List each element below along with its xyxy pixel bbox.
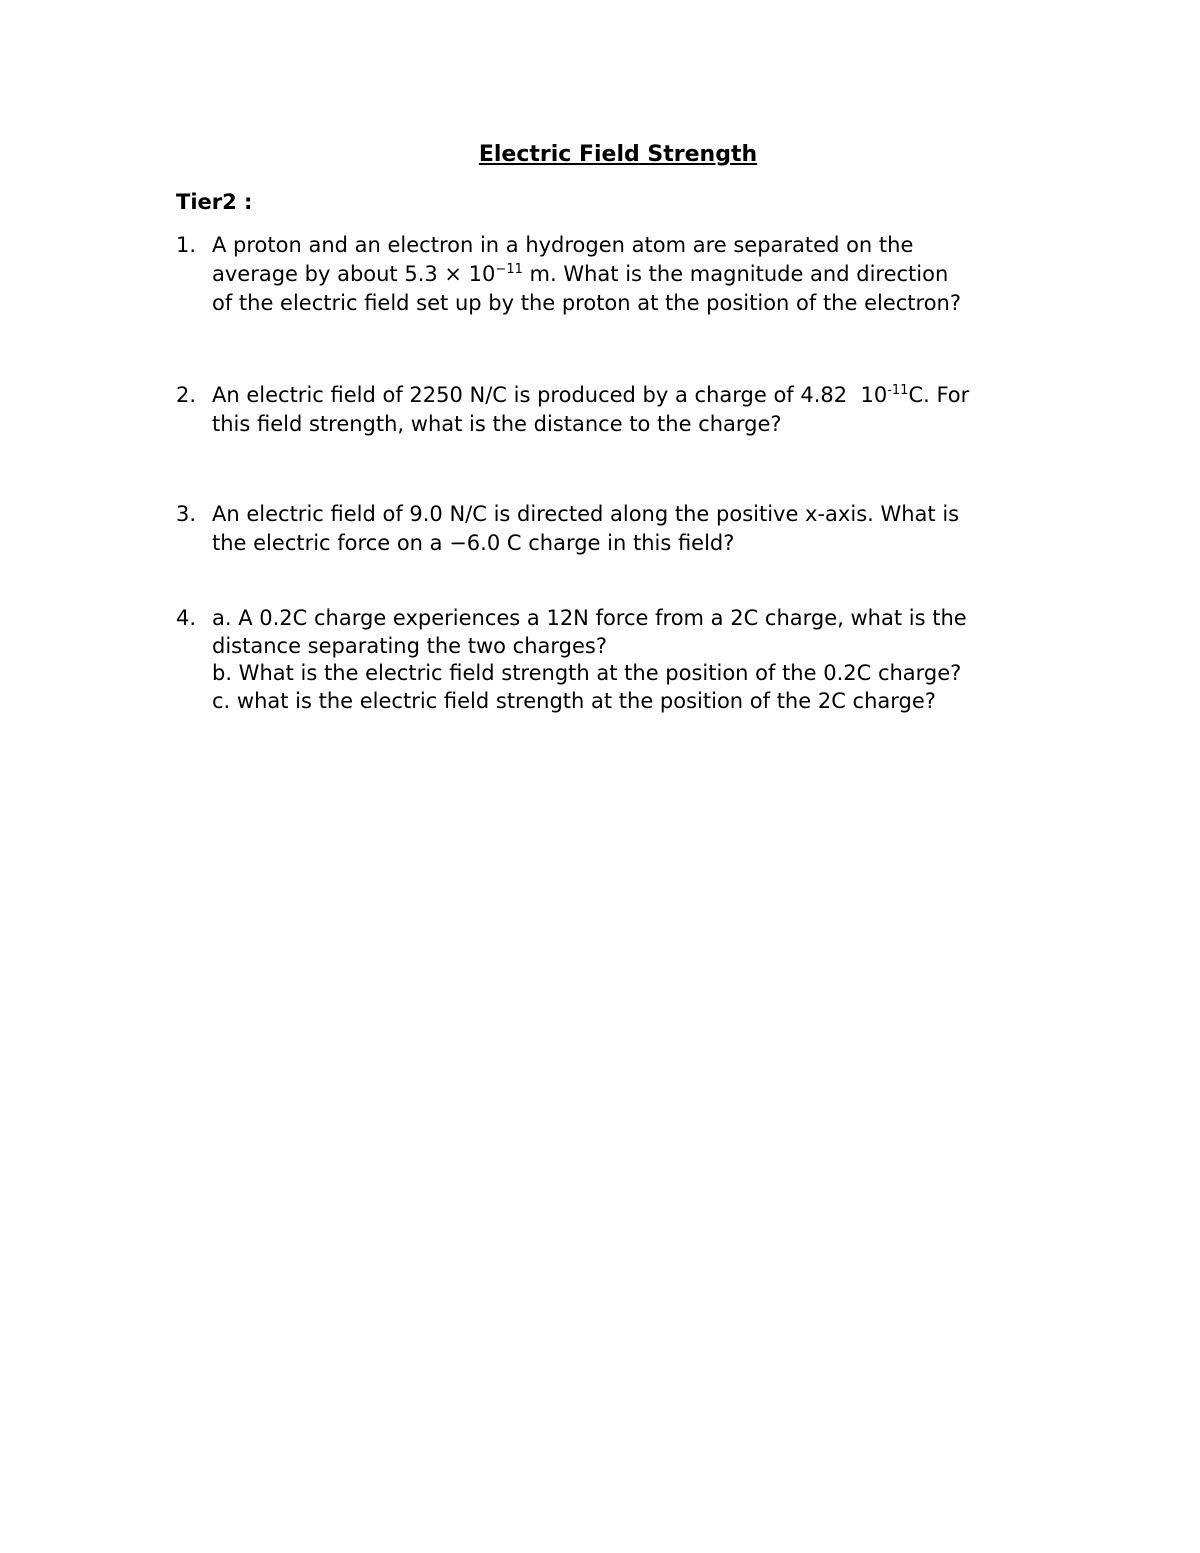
question-part-b: b. What is the electric field strength at the position of the 0.2C charge? xyxy=(212,661,962,685)
question-line: A proton and an electron in a hydrogen atom are separated on the xyxy=(212,233,914,257)
page-title: Electric Field Strength xyxy=(478,142,758,167)
question-number: 2. xyxy=(176,383,197,407)
question-4 xyxy=(176,605,1096,715)
question-text-fragment: An electric field of 2250 N/C is produced by a charge of 4.82 10 xyxy=(212,383,888,407)
question-text xyxy=(212,231,1096,318)
question-line xyxy=(212,260,1096,289)
question-2 xyxy=(176,381,1096,439)
tier-heading: Tier2 : xyxy=(176,190,253,214)
question-line: the electric force on a −6.0 C charge in this field? xyxy=(212,531,735,555)
exponent: −11 xyxy=(495,262,523,277)
question-line: of the electric field set up by the proton at the position of the electron? xyxy=(212,291,962,315)
question-text-fragment: C. For xyxy=(908,383,970,407)
question-number: 4. xyxy=(176,606,197,630)
question-line: An electric field of 9.0 N/C is directed along the positive x-axis. What is xyxy=(212,502,960,526)
question-number: 3. xyxy=(176,502,197,526)
question-text-fragment: m. What is the magnitude and direction xyxy=(522,262,949,286)
question-1 xyxy=(176,231,1096,318)
question-part-a: a. A 0.2C charge experiences a 12N force from a 2C charge, what is the xyxy=(212,606,967,630)
question-line xyxy=(212,381,1096,410)
question-text-fragment: average by about 5.3 × 10 xyxy=(212,262,496,286)
exponent: -11 xyxy=(887,383,909,398)
question-text xyxy=(212,605,1096,715)
question-text xyxy=(212,500,1096,558)
question-number: 1. xyxy=(176,233,197,257)
question-line: this field strength, what is the distance to the charge? xyxy=(212,412,782,436)
question-part-a-continued: distance separating the two charges? xyxy=(212,633,608,658)
question-text xyxy=(212,381,1096,439)
question-part-c: c. what is the electric field strength at the position of the 2C charge? xyxy=(212,688,936,713)
question-3 xyxy=(176,500,1096,558)
